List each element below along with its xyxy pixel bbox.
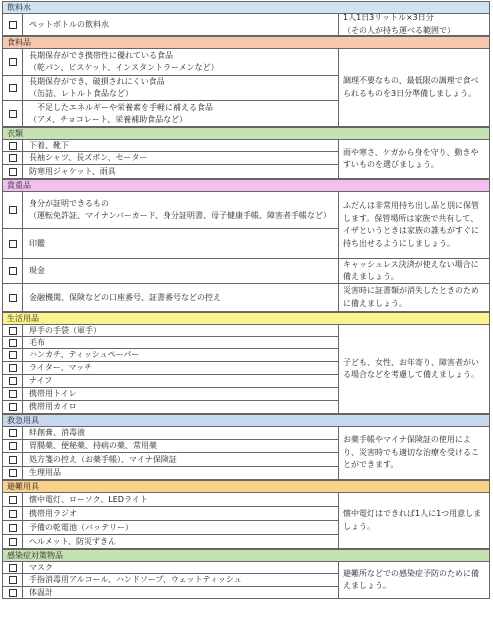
checkbox[interactable] (3, 388, 23, 400)
checkbox-box[interactable] (9, 206, 17, 214)
checkbox[interactable] (3, 587, 23, 598)
checkbox[interactable] (3, 493, 23, 506)
item-text: 印鑑 (29, 238, 45, 248)
checkbox[interactable] (3, 427, 23, 439)
section-title: 食料品 (7, 37, 31, 47)
checkbox[interactable] (3, 349, 23, 361)
checkbox-box[interactable] (9, 510, 17, 518)
checkbox[interactable] (3, 337, 23, 348)
item-text: 防寒用ジャケット、雨具 (29, 166, 116, 176)
checkbox-box[interactable] (9, 564, 17, 572)
section-note: キャッシュレス決済が使えない場合に備えましょう。 (338, 259, 490, 284)
item-text: 手指消毒用アルコール、ハンドソープ、ウェットティッシュ (29, 575, 242, 584)
checkbox-box[interactable] (9, 429, 17, 437)
checkbox[interactable] (3, 507, 23, 520)
checkbox[interactable] (3, 401, 23, 413)
section-title: 感染症対策物品 (7, 550, 63, 560)
item-text: ペットボトルの飲料水 (29, 19, 109, 29)
item-text: 不足したエネルギーや栄養素を手軽に補える食品 （アメ、チョコレート、栄養補助食品など） (29, 102, 213, 124)
item-text: 予備の乾電池（バッテリー） (29, 522, 133, 532)
checkbox[interactable] (3, 192, 23, 228)
checkbox-box[interactable] (9, 442, 17, 450)
section-header (2, 312, 490, 325)
checkbox[interactable] (3, 574, 23, 586)
checkbox[interactable] (3, 375, 23, 387)
item-text: 携帯用カイロ (29, 402, 77, 411)
item-text: 身分が証明できるもの （運転免許証、マイナンバーカード、身分証明書、母子健康手帳、障害者手帳など） (29, 199, 331, 220)
checkbox-box[interactable] (9, 456, 17, 464)
checkbox[interactable] (3, 49, 23, 75)
item-text: 処方箋の控え（お薬手帳）、マイナ保険証 (29, 454, 177, 464)
item-text: ハンカチ、ティッシュペーパー (29, 350, 140, 359)
item-text: 長期保存ができ携帯性に優れている食品 （乾パン、ビスケット、インスタントラーメンなど） (29, 51, 219, 72)
checkbox-box[interactable] (9, 294, 17, 302)
checkbox[interactable] (3, 535, 23, 548)
item-text: ライター、マッチ (29, 363, 93, 372)
section-title: 避難用具 (7, 481, 39, 491)
item-text: 下着、靴下 (29, 140, 69, 150)
item-text: 体温計 (29, 587, 53, 597)
item-text: 胃腸薬、便秘薬、持病の薬、常用薬 (29, 441, 157, 450)
checkbox[interactable] (3, 325, 23, 336)
checkbox-box[interactable] (9, 267, 17, 275)
section-header (2, 414, 490, 427)
checkbox[interactable] (3, 14, 23, 35)
checkbox[interactable] (3, 362, 23, 374)
checkbox[interactable] (3, 165, 23, 178)
item-text: 携帯用ラジオ (29, 508, 77, 518)
checkbox-box[interactable] (9, 496, 17, 504)
checkbox-box[interactable] (9, 364, 17, 372)
checkbox[interactable] (3, 440, 23, 452)
section-note: 懐中電灯はできれば1人に1つ用意しましょう。 (338, 493, 490, 549)
item-text: ヘルメット、防災ずきん (29, 536, 117, 546)
checkbox-box[interactable] (9, 469, 17, 477)
checkbox[interactable] (3, 562, 23, 573)
checkbox-box[interactable] (9, 524, 17, 532)
item-text: 生理用品 (29, 468, 61, 477)
section-title: 衣類 (7, 128, 23, 138)
checkbox[interactable] (3, 467, 23, 479)
section-title: 救急用具 (7, 415, 39, 425)
section-header (2, 127, 490, 140)
checkbox[interactable] (3, 140, 23, 151)
item-text: 懐中電灯、ローソク、LEDライト (29, 494, 148, 504)
section-note: 子ども、女性、お年寄り、障害者がいる場合などを考慮して備えましょう。 (338, 325, 490, 414)
checkbox[interactable] (3, 521, 23, 534)
section-note: お薬手帳やマイナ保険証の使用により、災害時でも適切な治療を受けることができます。 (338, 427, 490, 480)
item-text: 絆創膏、消毒液 (29, 428, 85, 437)
checkbox-box[interactable] (9, 142, 17, 150)
item-text: 厚手の手袋（軍手） (29, 325, 101, 335)
checkbox[interactable] (3, 229, 23, 258)
checkbox-box[interactable] (9, 240, 17, 248)
section-header (2, 549, 490, 562)
section-note: 1人1日3リットル×3日分 （その人が持ち運べる範囲で） (338, 14, 490, 36)
checkbox-box[interactable] (9, 403, 17, 411)
section-header (2, 480, 490, 493)
checkbox-box[interactable] (9, 538, 17, 546)
checkbox-box[interactable] (9, 58, 17, 66)
checkbox-box[interactable] (9, 576, 17, 584)
checkbox-box[interactable] (9, 110, 17, 118)
checkbox-box[interactable] (9, 351, 17, 359)
section-header (2, 36, 490, 49)
checkbox-box[interactable] (9, 168, 17, 176)
item-text: 携帯用トイレ (29, 389, 77, 398)
section-note: 災害時に証書類が消失したときのために備えましょう。 (338, 284, 490, 312)
item-text: マスク (29, 562, 53, 572)
checkbox[interactable] (3, 284, 23, 311)
checkbox-box[interactable] (9, 21, 17, 29)
checkbox-box[interactable] (9, 84, 17, 92)
item-text: 毛布 (29, 337, 45, 347)
checkbox[interactable] (3, 453, 23, 466)
section-note: 雨や寒さ、ケガから身を守り、動きやすいものを選びましょう。 (338, 140, 490, 179)
checkbox-box[interactable] (9, 327, 17, 335)
item-text: 長袖シャツ、長ズボン、セーター (29, 153, 148, 162)
checkbox[interactable] (3, 152, 23, 164)
item-text: 長期保存ができ、破損されにくい食品 （缶詰、レトルト食品など） (29, 77, 165, 98)
item-text: 現金 (29, 266, 45, 275)
checkbox[interactable] (3, 259, 23, 283)
checkbox-box[interactable] (9, 377, 17, 385)
section-title: 貴重品 (7, 180, 31, 190)
section-title: 生活用品 (7, 313, 39, 323)
checkbox-box[interactable] (9, 589, 17, 597)
checkbox-box[interactable] (9, 339, 17, 347)
section-title: 飲料水 (7, 2, 31, 12)
item-text: 金融機関、保険などの口座番号、証書番号などの控え (29, 292, 221, 302)
section-note: 避難所などでの感染症予防のために備えましょう。 (338, 562, 490, 599)
checkbox[interactable] (3, 76, 23, 100)
checkbox[interactable] (3, 101, 23, 126)
item-text: ナイフ (29, 376, 53, 385)
section-note: ふだんは非常用持ち出し品と別に保管します。保管場所は家族で共有して、イザというときは家族の誰もがすぐに持ち出せるようにしましょう。 (338, 192, 490, 259)
checkbox-box[interactable] (9, 154, 17, 162)
section-header (2, 179, 490, 192)
checkbox-box[interactable] (9, 390, 17, 398)
section-note: 調理不要なもの、最低限の調理で食べられるものを3日分準備しましょう。 (338, 49, 490, 127)
